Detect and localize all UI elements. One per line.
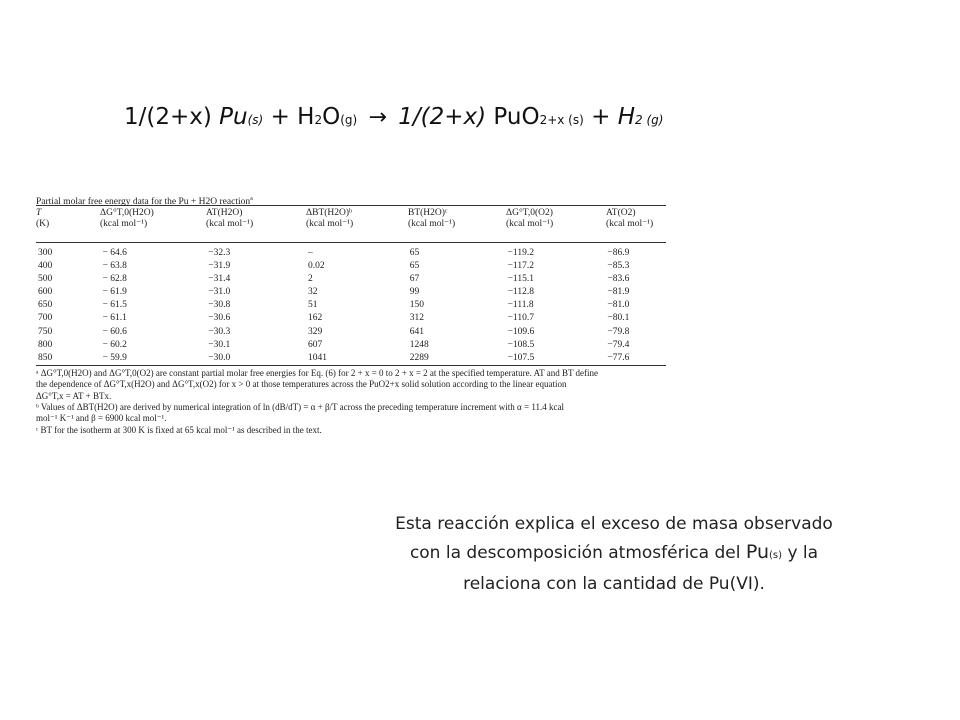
free-energy-table [36,193,666,478]
table-cell: −115.1 [507,274,534,285]
header-cell-dg-o2: ΔG°T,0(O2) (kcal mol⁻¹) [506,208,554,229]
table-cell: 67 [409,274,420,285]
hydrogen-symbol: H [297,104,315,130]
table-cell: − 60.2 [102,339,127,350]
table-cell: −31.0 [208,287,231,298]
table-cell: −30.0 [208,352,231,363]
table-caption: Partial molar free energy data for the Pu + H2O reaction$^a$ [36,196,253,208]
table-cell: −77.6 [607,352,630,363]
table-cell: −32.3 [208,248,231,258]
plutonium-symbol-inline: Pu [745,541,770,563]
plus-sign-1: + [270,104,290,130]
table-cell: 65 [409,248,420,258]
table-row [36,299,666,312]
table-cell: 600 [38,287,53,298]
table-cell: −108.5 [507,339,535,350]
table-cell: 150 [409,300,424,311]
table-cell: −107.5 [507,352,535,363]
table-cell: 0.02 [308,261,325,272]
table-cell: 800 [38,339,53,350]
table-cell: 400 [38,261,53,272]
table-cell: 51 [308,300,318,311]
table-cell: −112.8 [507,287,534,298]
table-cell: − 61.9 [102,287,127,298]
table-cell: − 63.8 [102,261,127,272]
table-row [36,247,666,260]
table-row [36,273,666,286]
table-cell: −30.6 [208,313,231,324]
table-cell: − 64.6 [102,248,127,258]
table-cell: 607 [308,339,323,350]
plutonium-oxide-subscript: 2+x (s) [539,113,584,127]
header-cell-b-h2o: BT(H2O)ᶜ (kcal mol⁻¹) [408,208,456,229]
table-cell: 32 [308,287,318,298]
hydrogen-gas-symbol: H [617,104,636,130]
table-cell: −81.0 [607,300,630,311]
table-cell: 162 [308,313,323,324]
table-cell: −30.8 [208,300,231,311]
table-cell: 300 [38,248,53,258]
table-cell: 500 [38,274,53,285]
water-subscript: 2 [314,113,323,127]
rhs-coefficient: 1/(2+x) [398,104,487,130]
table-row [36,339,666,352]
table-body [36,243,666,365]
table-cell: −119.2 [507,248,534,258]
table-cell: 1041 [308,352,327,363]
table-cell: 2 [308,274,313,285]
description-line-2: con la descomposición atmosférica del Pu(s) y la [409,541,819,563]
table-cell: 2289 [409,352,429,363]
table-cell: −79.4 [607,339,630,350]
table-cell: 750 [38,326,53,337]
plutonium-state: (s) [247,113,264,127]
table-header [36,206,666,242]
table-cell: 329 [308,326,323,337]
table-cell: −83.6 [607,274,630,285]
water-state: (g) [340,113,358,127]
table-cell: 99 [409,287,420,298]
table-cell: 312 [409,313,424,324]
footnote-line: ΔG°T,x = AT + BTx. [36,390,112,401]
plutonium-state-inline: (s) [769,550,783,561]
oxygen-symbol: O [322,104,341,130]
description-text [364,510,864,598]
footnote-line: ᵃ ΔG°T,0(H2O) and ΔG°T,0(O2) are constant partial molar free energies for Eq. (6) for 2 + x = 0 to 2 + x = 2 at the specified temperature. AT and BT define [36,367,599,378]
table-cell: −80.1 [607,313,630,324]
footnote-line: ᶜ BT for the isotherm at 300 K is fixed at 65 kcal mol⁻¹ as described in the text. [36,424,322,435]
table-cell: −109.6 [507,326,535,337]
header-cell-t: T (K) [36,208,50,229]
table-cell: 700 [38,313,53,324]
arrow-icon: → [368,105,387,130]
table-cell: − 59.9 [102,352,127,363]
table-row [36,260,666,273]
table-cell: − 61.1 [102,313,127,324]
table-cell: 850 [38,352,53,363]
table-cell: −79.8 [607,326,630,337]
table-cell: −86.9 [607,248,630,258]
footnote-line: the dependence of ΔG°T,x(H2O) and ΔG°T,x(O2) for x > 0 at those temperatures across the PuO2+x solid solution according to the linear equation [36,379,567,390]
table-cell: −30.1 [208,339,231,350]
table-cell: −111.8 [507,300,534,311]
table-row [36,286,666,299]
table-cell: −110.7 [507,313,534,324]
header-cell-db-h2o: ΔBT(H2O)ᵇ (kcal mol⁻¹) [306,208,354,229]
table-cell: −30.3 [208,326,231,337]
table-cell: −117.2 [507,261,534,272]
table-row [36,326,666,339]
description-line-3: relaciona con la cantidad de Pu(VI). [463,574,765,594]
reaction-equation [124,104,904,144]
header-cell-a-h2o: AT(H2O) (kcal mol⁻¹) [206,208,254,229]
table-cell: −31.9 [208,261,231,272]
lhs-coefficient: 1/(2+x) [124,104,212,130]
table-cell: 641 [409,326,424,337]
table-cell: 65 [409,261,420,272]
table-cell: − 60.6 [102,326,127,337]
footnote-line: mol⁻¹ K⁻¹ and β = 6900 kcal mol⁻¹. [36,413,167,424]
caption-footnote-mark: a [250,196,253,202]
hydrogen-gas-subscript: 2 (g) [635,113,664,127]
table-row [36,352,666,365]
table-cell: −85.3 [607,261,630,272]
table-cell: 650 [38,300,53,311]
header-cell-dg-h2o: ΔG°T,0(H2O) (kcal mol⁻¹) [100,208,154,229]
table-cell: 1248 [409,339,429,350]
description-line-1: Esta reacción explica el exceso de masa observado [395,514,833,534]
header-cell-a-o2: AT(O2) (kcal mol⁻¹) [606,208,654,229]
plutonium-symbol: Pu [219,104,248,130]
table-cell: − 61.5 [102,300,127,311]
table-cell: −81.9 [607,287,630,298]
table-row [36,312,666,325]
table-cell: – [308,248,313,258]
plus-sign-2: + [591,104,611,130]
footnote-line: ᵇ Values of ΔBT(H2O) are derived by numerical integration of ln (dB/dT) = α + β/T across the preceding temperature increment with α = 11.4 kcal [36,402,564,413]
table-cell: −31.4 [208,274,231,285]
plutonium-oxide-symbol: PuO [493,104,540,130]
table-cell: − 62.8 [102,274,127,285]
table-footnotes [36,366,666,436]
